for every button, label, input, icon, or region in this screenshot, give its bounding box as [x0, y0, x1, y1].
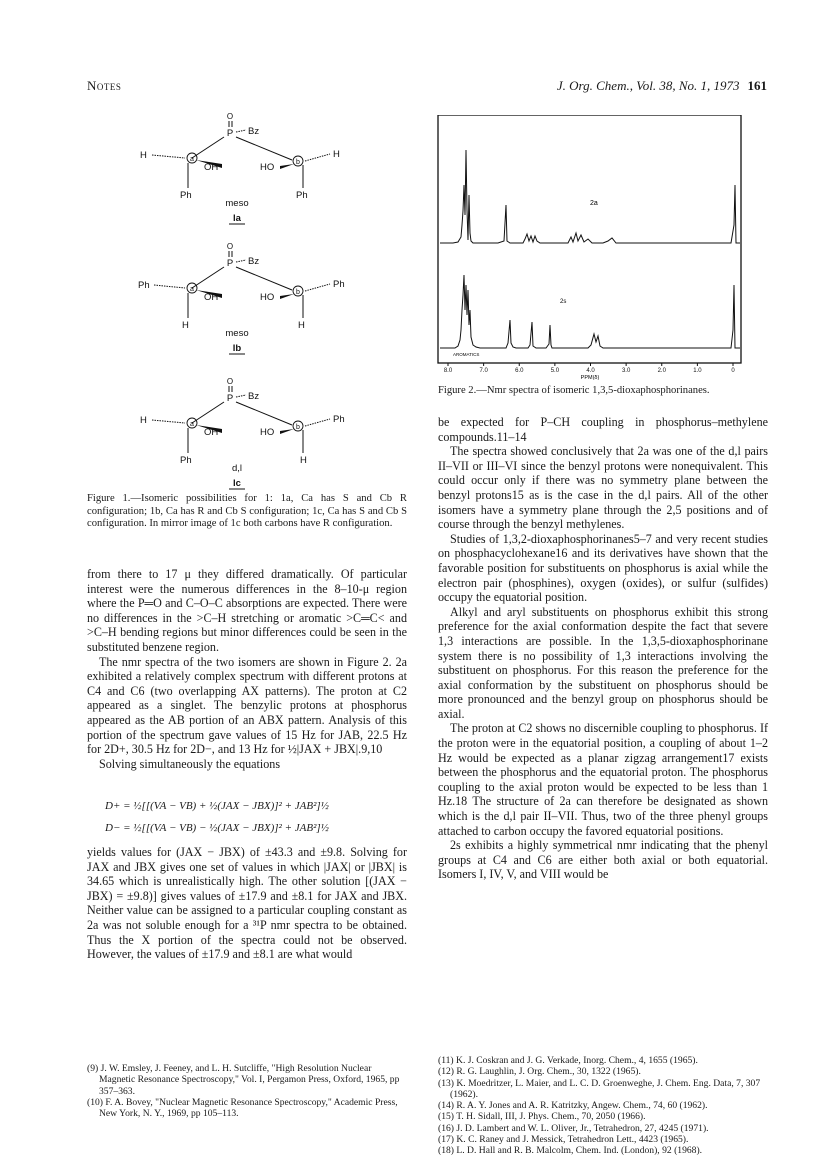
svg-text:O: O: [226, 242, 234, 251]
svg-text:d,l: d,l: [231, 463, 243, 474]
svg-text:HO: HO: [260, 292, 275, 303]
svg-text:HO: HO: [260, 427, 275, 438]
footnote-12: (12) R. G. Laughlin, J. Org. Chem., 30, 1322 (1965).: [438, 1066, 641, 1078]
svg-text:b: b: [296, 159, 300, 166]
svg-text:H: H: [333, 149, 340, 160]
right-para-2: The spectra showed conclusively that 2a was one of the d,l pairs II–VII or III–VI since the benzyl protons were nonequivalent. This could occur only if there was no symmetry plane between the benzyl protons15 as is the case in the d,l pairs. All of the other isomers have a symmetry plane through the 2,5 positions and of course through the benzyl methylenes.: [438, 444, 768, 532]
footnote-13: (13) K. Moedritzer, L. Maier, and L. C. D. Groenweghe, J. Chem. Eng. Data, 7, 307 (1962).: [438, 1077, 761, 1100]
svg-text:H: H: [140, 150, 147, 161]
equation-d-minus: D− = ½[[(VA − VB) − ½(JAX − JBX)]² + JAB²]½: [105, 822, 329, 834]
figure1-caption: Figure 1.—Isomeric possibilities for 1: 1a, Ca has S and Cb R configuration; 1b, Ca has R and Cb S configuration; 1c, Ca has S and Cb S configuration. In mirror image of 1c both carbons have R configuration.: [87, 493, 407, 530]
svg-text:Ph: Ph: [180, 455, 192, 466]
spectrum-tick-label: 0: [731, 368, 735, 374]
svg-text:H: H: [298, 320, 305, 331]
spectrum-tick-label: 7.0: [479, 368, 488, 374]
svg-text:a: a: [190, 156, 194, 163]
svg-text:Bz: Bz: [248, 126, 260, 137]
spectrum-tick-label: 8.0: [443, 368, 453, 374]
running-header-section: Notes: [87, 78, 122, 93]
left-column-text: [87, 567, 407, 771]
svg-text:OH: OH: [204, 427, 219, 438]
footnote-18: (18) L. D. Hall and R. B. Malcolm, Chem. Ind. (London), 92 (1968).: [438, 1145, 703, 1157]
footnote-17: (17) K. C. Raney and J. Messick, Tetrahedron Lett., 4423 (1965).: [438, 1134, 689, 1146]
spectrum-tick-label: 5.0: [550, 368, 560, 374]
footnote-15: (15) T. H. Sidall, III, J. Phys. Chem., 70, 2050 (1966).: [438, 1111, 646, 1123]
svg-text:OH: OH: [204, 162, 219, 173]
structure-lb: [138, 242, 345, 354]
svg-text:Ph: Ph: [333, 279, 345, 290]
running-header-journal: J. Org. Chem., Vol. 38, No. 1, 1973 161: [556, 78, 767, 93]
right-footnotes: [438, 1055, 768, 1157]
right-para-4: Alkyl and aryl substituents on phosphorus exhibit this strong preference for the axial conformation despite the fact that severe 1,3 interactions are possible. In the 1,3,5-dioxaphosphorinane system there is no possibility of 1,3 interactions involving the substituent on phosphorus. For this reason the preference for the axial conformation by the substituent on phosphorus should be more pronounced and the benzyl group on phosphorus should be axial.: [438, 604, 768, 721]
figure1-structures: [130, 110, 380, 490]
svg-text:a: a: [190, 286, 194, 293]
svg-text:la: la: [233, 213, 241, 224]
structure-la: [140, 112, 340, 224]
left-footnotes: [87, 1063, 407, 1119]
svg-text:Ph: Ph: [333, 414, 345, 425]
page-number: 161: [747, 78, 767, 93]
right-para-6: 2s exhibits a highly symmetrical nmr indicating that the phenyl groups at C4 and C6 are either both axial or both equatorial. Isomers I, IV, V, and VIII would be: [438, 838, 768, 882]
footnote-11: (11) K. J. Coskran and J. G. Verkade, Inorg. Chem., 4, 1655 (1965).: [438, 1055, 698, 1066]
right-column-text: [438, 415, 768, 882]
left-column-text-2: yields values for (JAX − JBX) of ±43.3 and ±9.8. Solving for JAX and JBX gives one set of values in which |JAX| or |JBX| is 34.65 which is unrealistically high. The other solution [(JAX − JBX) = ±9.8)] gives values of ±17.9 and ±8.1 for JAX and JBX. Neither value can be assigned to a particular coupling constant as 2a was not soluble enough for a ³¹P nmr spectra to be obtained. Thus the X portion of the spectra could not be observed. However, the values of ±17.9 and ±8.1 are what would: [87, 845, 407, 962]
svg-text:b: b: [296, 289, 300, 296]
spectrum-tick-label: 6.0: [515, 368, 524, 374]
svg-text:meso: meso: [225, 198, 249, 209]
svg-text:H: H: [182, 320, 189, 331]
svg-text:O: O: [226, 112, 234, 121]
equation-d-plus: D+ = ½[[(VA − VB) + ½(JAX − JBX)]² + JAB²]½: [105, 800, 329, 812]
spectrum-tick-label: 4.0: [586, 368, 595, 374]
figure2-caption: Figure 2.—Nmr spectra of isomeric 1,3,5-dioxaphosphorinanes.: [438, 385, 710, 396]
la-p: P: [226, 128, 234, 139]
right-para-5: The proton at C2 shows no discernible coupling to phosphorus. If the proton were in the equatorial position, a coupling of about 1–2 Hz would be expected as a planar zigzag arrangement17 exists between the phosphorus and the equatorial proton. The phosphorus coupling to the axial proton would be expected to be less than 1 Hz.18 The structure of 2a can therefore be designated as shown which is the d,l pair II–VII. Thus, two of the three phenyl groups attached to carbon occupy the favored equatorial positions.: [438, 721, 768, 838]
spectrum-label-2a: 2a: [590, 200, 598, 207]
svg-text:lc: lc: [233, 478, 241, 489]
svg-text:P: P: [226, 393, 234, 404]
svg-text:Bz: Bz: [248, 391, 260, 402]
svg-text:a: a: [190, 421, 194, 428]
spectrum-xlabel: PPM(δ): [580, 375, 600, 380]
svg-text:Ph: Ph: [138, 280, 150, 291]
svg-text:lb: lb: [232, 343, 242, 354]
right-para-1: be expected for P–CH coupling in phosphorus–methylene compounds.11–14: [438, 415, 768, 444]
aromatics-label: AROMATICS: [453, 352, 480, 357]
left-para-3: Solving simultaneously the equations: [99, 756, 281, 771]
svg-text:P: P: [226, 258, 234, 269]
footnote-14: (14) R. A. Y. Jones and A. R. Katritzky, Angew. Chem., 74, 60 (1962).: [438, 1100, 708, 1112]
svg-text:OH: OH: [204, 292, 219, 303]
svg-text:Ph: Ph: [180, 190, 192, 201]
right-para-3: Studies of 1,3,2-dioxaphosphorinanes5–7 and very recent studies on phosphacyclohexane16 and its derivatives have shown that the favorable position for substituents on phosphorus is axial while the electron pair (phosphines), oxygen (oxides), or sulfur (sulfides) occupy the equatorial position.: [438, 531, 768, 605]
left-para-1: from there to 17 μ they differed dramatically. Of particular interest were the numerous differences in the 8–10-μ region where the P═O and C–O–C absorptions are expected. There were no differences in the >C–H stretching or aromatic >C═C< and >C–H bending regions but minor differences could be seen in the substituted benzene region.: [87, 567, 407, 654]
footnote-10: (10) F. A. Bovey, "Nuclear Magnetic Resonance Spectroscopy," Academic Press, New York, N. Y., 1969, pp 105–113.: [87, 1096, 398, 1120]
svg-text:meso: meso: [225, 328, 249, 339]
svg-text:H: H: [300, 455, 307, 466]
svg-text:Bz: Bz: [248, 256, 260, 267]
spectrum-tick-label: 3.0: [621, 368, 631, 374]
svg-text:b: b: [296, 424, 300, 431]
left-para-2: The nmr spectra of the two isomers are shown in Figure 2. 2a exhibited a relatively complex spectrum with different protons at C4 and C6 (two overlapping AX patterns). The proton at C2 appeared as a singlet. The benzylic protons at phosphorus appeared as the AB portion of an ABX pattern. Analysis of this portion of the spectrum gave values of 15 Hz for JAB, 22.5 Hz for 2D+, 30.5 Hz for 2D−, and 13 Hz for ½|JAX + JBX|.9,10: [87, 654, 407, 757]
svg-text:Ph: Ph: [296, 190, 308, 201]
svg-text:O: O: [226, 377, 234, 386]
nmr-spectrum: [428, 115, 753, 380]
footnote-9: (9) J. W. Emsley, J. Feeney, and L. H. Sutcliffe, "High Resolution Nuclear Magnetic Resonance Spectroscopy," Vol. I, Pergamon Press, Oxford, 1965, pp 357–363.: [87, 1063, 400, 1097]
footnote-16: (16) J. D. Lambert and W. L. Oliver, Jr., Tetrahedron, 27, 4245 (1971).: [438, 1122, 709, 1134]
spectrum-tick-label: 2.0: [657, 368, 666, 374]
svg-text:HO: HO: [260, 162, 275, 173]
svg-text:H: H: [140, 415, 147, 426]
structure-lc: [140, 377, 345, 489]
spectrum-label-2s: 2s: [560, 299, 567, 305]
spectrum-tick-label: 1.0: [693, 368, 702, 374]
